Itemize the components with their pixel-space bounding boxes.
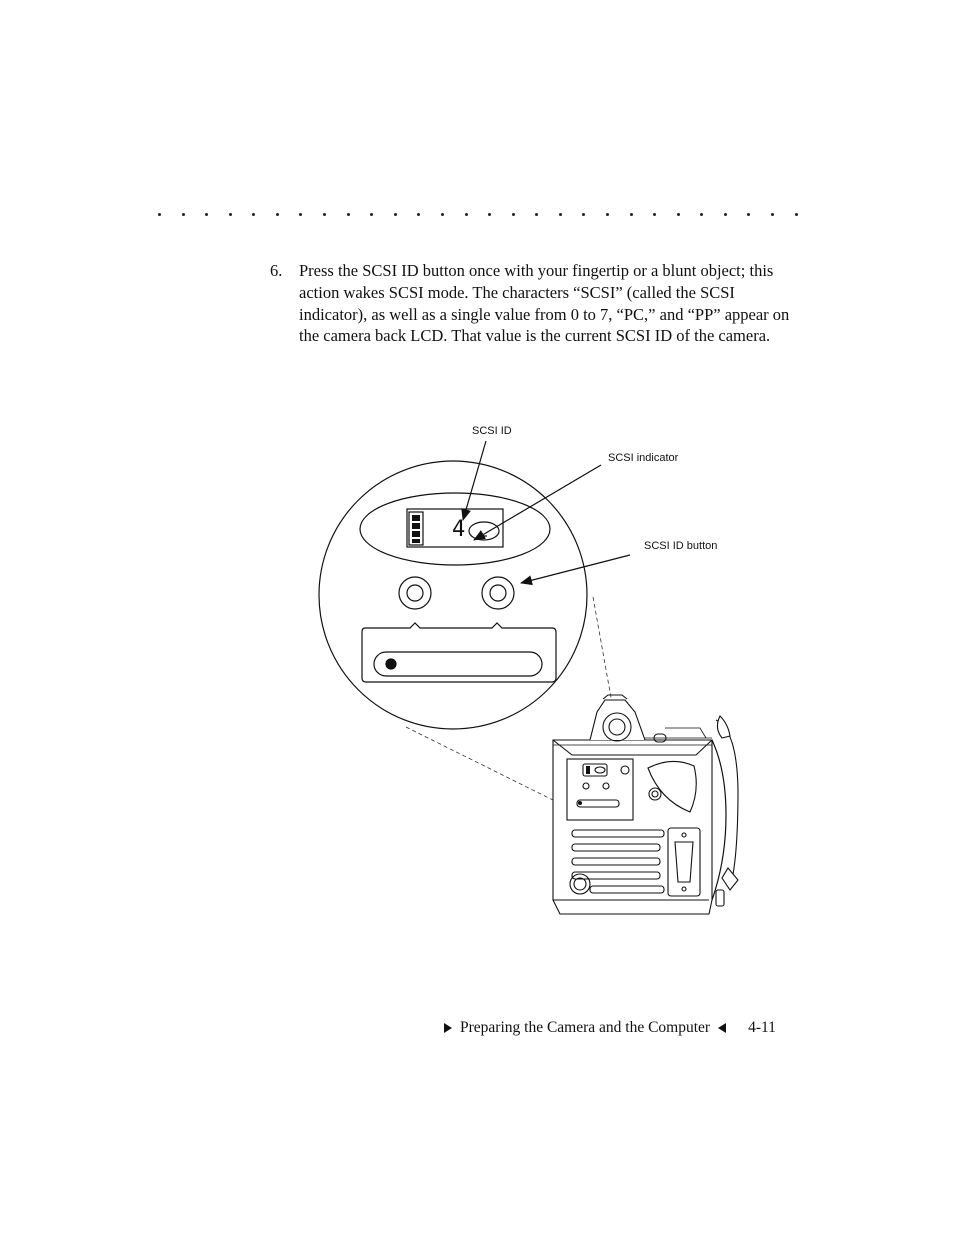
page-number: 4-11 — [748, 1019, 776, 1036]
lcd-digit: 4 — [452, 517, 466, 542]
step-text: Press the SCSI ID button once with your fingertip or a blunt object; this action wakes SCSI mode. The characters “SCSI” (called the SCSI indicator), as well as a single value from 0 to 7, “PC,” and “PP” appear on the camera back LCD. That value is the current SCSI ID of the camera. — [299, 261, 790, 346]
callout-scsi-id: SCSI ID — [472, 425, 512, 437]
triangle-right-icon — [444, 1023, 452, 1033]
zoom-line-left — [406, 727, 569, 808]
triangle-left-icon — [718, 1023, 726, 1033]
chapter-title: Preparing the Camera and the Computer — [460, 1019, 711, 1036]
callout-scsi-id-button: SCSI ID button — [644, 540, 718, 552]
step-number: 6. — [270, 261, 283, 280]
page-footer — [444, 1017, 796, 1039]
magnified-view — [319, 461, 587, 729]
slot-indicator-dot — [386, 659, 396, 669]
camera-body — [553, 695, 738, 914]
callout-scsi-indicator: SCSI indicator — [608, 452, 679, 464]
